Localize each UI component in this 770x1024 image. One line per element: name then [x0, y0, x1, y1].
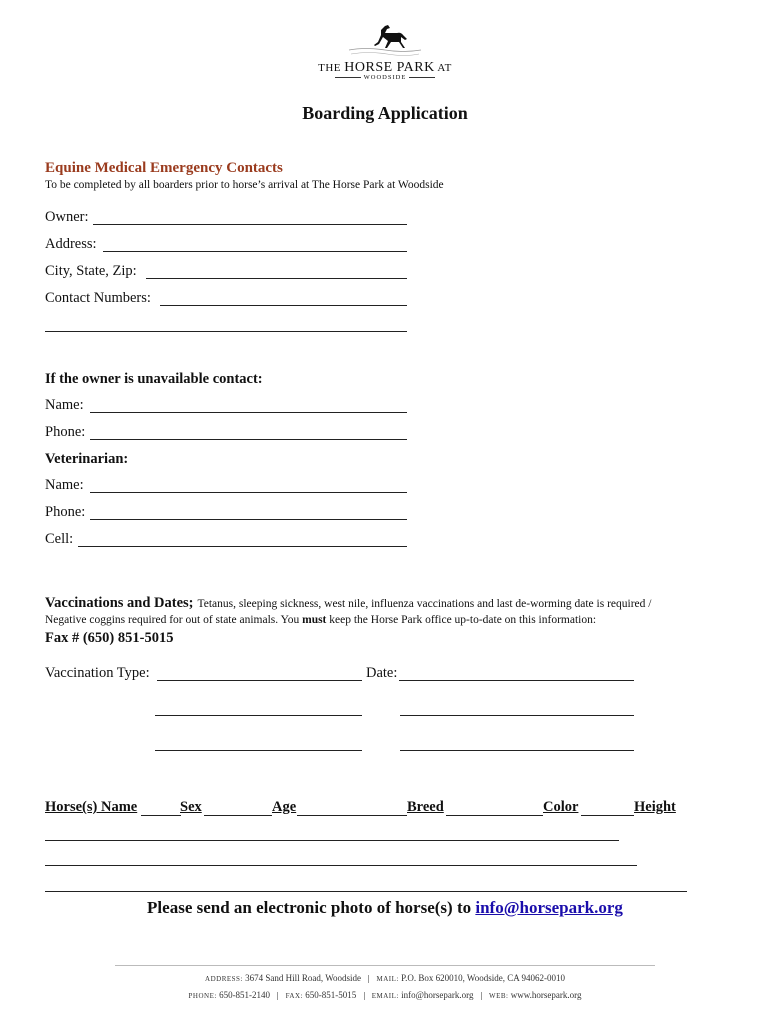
footer-address: 3674 Sand Hill Road, Woodside: [245, 973, 361, 983]
footer-separator: [481, 992, 482, 1000]
owner-field[interactable]: [93, 224, 407, 225]
header-underline: [581, 815, 634, 816]
header-underline: [141, 815, 181, 816]
footer-email-key: EMAIL:: [371, 992, 399, 1000]
page-title: Boarding Application: [302, 103, 468, 123]
footer-separator: [368, 975, 369, 983]
emergency-heading: Equine Medical Emergency Contacts: [45, 160, 283, 176]
footer-line-1: [0, 973, 770, 983]
fax-number: Fax # (650) 851-5015: [45, 630, 174, 646]
vaccinations-heading: Vaccinations and Dates;: [45, 595, 194, 611]
header-underline: [446, 815, 543, 816]
vet-name-label: Name:: [45, 477, 84, 493]
vet-cell-label: Cell:: [45, 531, 74, 547]
address-label: Address:: [45, 236, 97, 252]
contact-numbers-field[interactable]: [160, 305, 407, 306]
header-age: Age: [272, 799, 297, 815]
vaccinations-line-1: [45, 594, 651, 612]
footer-separator: [364, 992, 365, 1000]
logo-prefix: THE: [318, 62, 342, 74]
footer-fax: 650-851-5015: [305, 990, 357, 1000]
logo-divider: [335, 77, 361, 78]
photo-request-text: Please send an electronic photo of horse(s) to: [147, 898, 476, 917]
vet-phone-label: Phone:: [45, 504, 86, 520]
header-horse-name: Horse(s) Name: [45, 799, 138, 815]
footer-line-2: [0, 990, 770, 1000]
footer-phone: 650-851-2140: [219, 990, 271, 1000]
vet-cell-field[interactable]: [78, 546, 407, 547]
alt-contact-heading: If the owner is unavailable contact:: [45, 371, 263, 387]
footer-separator: [277, 992, 278, 1000]
vaccination-type-field-3[interactable]: [155, 750, 362, 751]
vaccination-type-label: Vaccination Type:: [45, 665, 150, 681]
vaccinations-text-b: keep the Horse Park office up-to-date on this information:: [326, 614, 597, 626]
vaccination-type-field-2[interactable]: [155, 715, 362, 716]
vaccinations-must: must: [302, 614, 327, 626]
alt-name-label: Name:: [45, 397, 84, 413]
header-underline: [204, 815, 272, 816]
vaccinations-text-a: Negative coggins required for out of state animals. You: [45, 614, 303, 626]
vet-phone-field[interactable]: [90, 519, 407, 520]
vaccination-date-field-1[interactable]: [399, 680, 634, 681]
logo-suffix: AT: [437, 62, 452, 74]
header-color: Color: [543, 799, 579, 815]
vaccination-date-label: Date:: [366, 665, 398, 681]
header-underline: [297, 815, 407, 816]
alt-name-field[interactable]: [90, 412, 407, 413]
alt-phone-field[interactable]: [90, 439, 407, 440]
vaccination-date-field-3[interactable]: [400, 750, 634, 751]
photo-email-link[interactable]: info@horsepark.org: [475, 898, 623, 917]
vaccination-type-field-1[interactable]: [157, 680, 362, 681]
vet-name-field[interactable]: [90, 492, 407, 493]
city-state-zip-label: City, State, Zip:: [45, 263, 137, 279]
horse-row-3[interactable]: [45, 891, 687, 892]
contact-numbers-label: Contact Numbers:: [45, 290, 151, 306]
footer-web-key: WEB:: [488, 992, 509, 1000]
footer-web: www.horsepark.org: [510, 990, 582, 1000]
owner-label: Owner:: [45, 209, 89, 225]
footer-divider: [115, 965, 655, 966]
alt-phone-label: Phone:: [45, 424, 86, 440]
footer-fax-key: FAX:: [285, 992, 303, 1000]
horse-row-2[interactable]: [45, 865, 637, 866]
logo-location: WOODSIDE: [363, 74, 407, 81]
horse-logo-icon: [345, 20, 425, 62]
footer-mail: P.O. Box 620010, Woodside, CA 94062-0010: [401, 973, 565, 983]
vaccination-date-field-2[interactable]: [400, 715, 634, 716]
logo-divider: [409, 77, 435, 78]
footer-address-key: ADDRESS:: [205, 975, 243, 983]
city-state-zip-field[interactable]: [146, 278, 407, 279]
footer-phone-key: PHONE:: [188, 992, 217, 1000]
emergency-subtitle: To be completed by all boarders prior to horse’s arrival at The Horse Park at Woodside: [45, 179, 444, 191]
vet-heading: Veterinarian:: [45, 451, 129, 467]
footer-email: info@horsepark.org: [401, 990, 474, 1000]
horse-row-1[interactable]: [45, 840, 619, 841]
logo-location-line: [0, 74, 770, 81]
contact-numbers-field-2[interactable]: [45, 331, 407, 332]
photo-request: [0, 898, 770, 918]
address-field[interactable]: [103, 251, 407, 252]
header-sex: Sex: [180, 799, 202, 815]
header-height: Height: [634, 799, 676, 815]
logo-name: HORSE PARK: [344, 60, 435, 75]
vaccinations-requirements: Tetanus, sleeping sickness, west nile, influenza vaccinations and last de-worming date is required /: [197, 598, 652, 610]
header-breed: Breed: [407, 799, 444, 815]
footer-mail-key: MAIL:: [376, 975, 399, 983]
vaccinations-line-2: [45, 614, 596, 626]
